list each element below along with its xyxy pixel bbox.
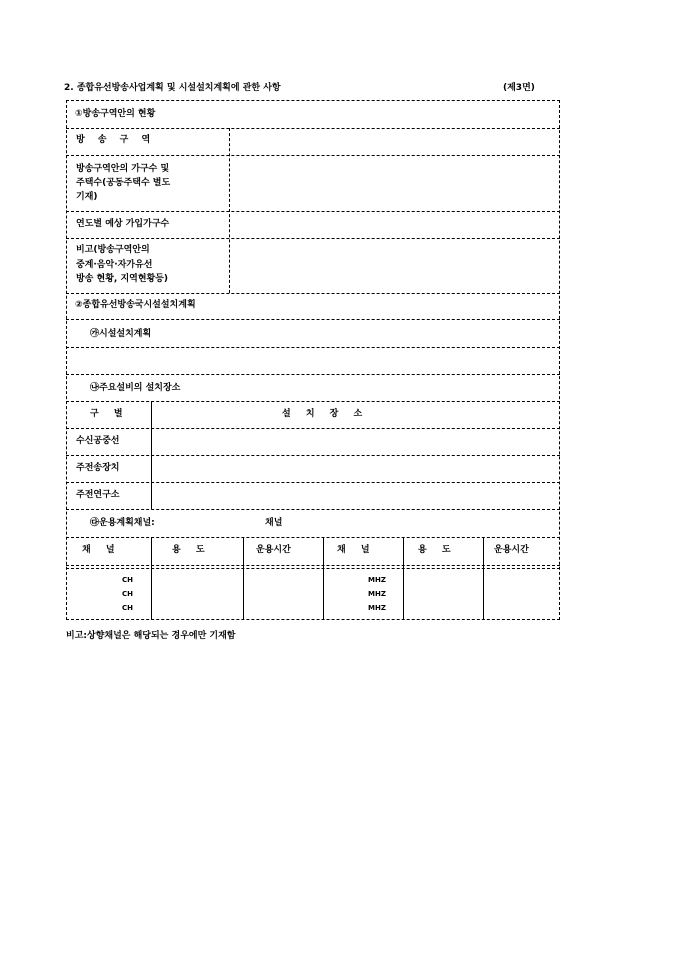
footer-note: 비고:상향채널은 해당되는 경우에만 기재함: [66, 631, 236, 641]
remarks-field[interactable]: [232, 240, 552, 290]
time-left-input[interactable]: [246, 571, 320, 617]
column-header-channel-right: 채 널: [337, 545, 376, 555]
row-label-remarks-line1: 비고(방송구역안의: [76, 245, 150, 255]
column-separator: [403, 537, 404, 620]
row-label-broadcast-area: 방 송 구 역: [76, 135, 156, 145]
row-label-households-line3: 기재): [76, 192, 98, 202]
row-label-households-line2: 주택수(공동주택수 별도: [76, 178, 171, 188]
divider: [66, 238, 560, 239]
channel-unit-ch: CH: [122, 590, 133, 598]
column-separator: [243, 537, 244, 620]
section-title: 2. 종합유선방송사업계획 및 시설설치계획에 관한 사항: [64, 83, 281, 93]
row-label-households-line1: 방송구역안의 가구수 및: [76, 164, 170, 174]
section1-title: ①방송구역안의 현황: [75, 109, 156, 119]
expected-subscribers-field[interactable]: [232, 213, 552, 235]
time-right-input[interactable]: [486, 571, 556, 617]
divider: [66, 428, 560, 429]
column-header-usage-right: 용 도: [418, 545, 457, 555]
divider: [66, 565, 560, 566]
frequency-unit-mhz: MHZ: [368, 576, 386, 584]
divider: [66, 455, 560, 456]
column-separator: [151, 401, 152, 509]
column-separator: [151, 537, 152, 620]
divider: [66, 128, 560, 129]
broadcast-area-field[interactable]: [232, 130, 552, 152]
subsection-equipment-location: ㉯주요설비의 설치장소: [90, 383, 181, 393]
usage-left-input[interactable]: [154, 571, 240, 617]
page-number-label: (제3면): [503, 83, 535, 93]
channel-unit-ch: CH: [122, 604, 133, 612]
column-header-time-left: 운용시간: [256, 545, 291, 555]
divider: [66, 347, 560, 348]
divider: [66, 211, 560, 212]
row-label-receiving-antenna: 수신공중선: [76, 436, 120, 446]
channel-count-field[interactable]: [192, 516, 262, 530]
households-field[interactable]: [232, 158, 552, 208]
main-research-location-field[interactable]: [154, 484, 554, 506]
facility-plan-field[interactable]: [70, 349, 556, 371]
column-header-location: 설 치 장 소: [282, 409, 369, 419]
channel-unit-ch: CH: [122, 576, 133, 584]
divider: [66, 293, 560, 294]
divider: [66, 482, 560, 483]
channel-left-input[interactable]: [70, 571, 148, 617]
channel-right-input[interactable]: [326, 571, 400, 617]
subsection-channel-plan: ㉰운용계획채널:: [90, 518, 155, 528]
section2-title: ②종합유선방송국시설설치계획: [75, 300, 196, 310]
frequency-unit-mhz: MHZ: [368, 604, 386, 612]
channel-unit-label: 채널: [265, 518, 283, 528]
main-transmission-location-field[interactable]: [154, 457, 554, 479]
divider: [66, 401, 560, 402]
column-separator: [483, 537, 484, 620]
divider: [66, 509, 560, 510]
row-label-expected-subscribers: 연도별 예상 가입가구수: [76, 219, 170, 229]
usage-right-input[interactable]: [406, 571, 480, 617]
row-label-remarks-line3: 방송 현황, 지역현황등): [76, 274, 169, 284]
receiving-antenna-location-field[interactable]: [154, 430, 554, 452]
subsection-facility-plan: ㉮시설설치계획: [90, 329, 152, 339]
divider: [66, 537, 560, 538]
divider: [66, 568, 560, 569]
divider: [66, 155, 560, 156]
column-header-time-right: 운용시간: [494, 545, 529, 555]
column-header-channel-left: 채 널: [82, 545, 121, 555]
row-label-main-transmission: 주전송장치: [76, 463, 120, 473]
column-separator: [229, 128, 230, 293]
divider: [66, 319, 560, 320]
row-label-remarks-line2: 중계·음악·자가유선: [76, 260, 153, 270]
divider: [66, 374, 560, 375]
column-header-usage-left: 용 도: [172, 545, 211, 555]
column-header-kind: 구 별: [90, 409, 129, 419]
row-label-main-research: 주전연구소: [76, 490, 120, 500]
column-separator: [323, 537, 324, 620]
frequency-unit-mhz: MHZ: [368, 590, 386, 598]
